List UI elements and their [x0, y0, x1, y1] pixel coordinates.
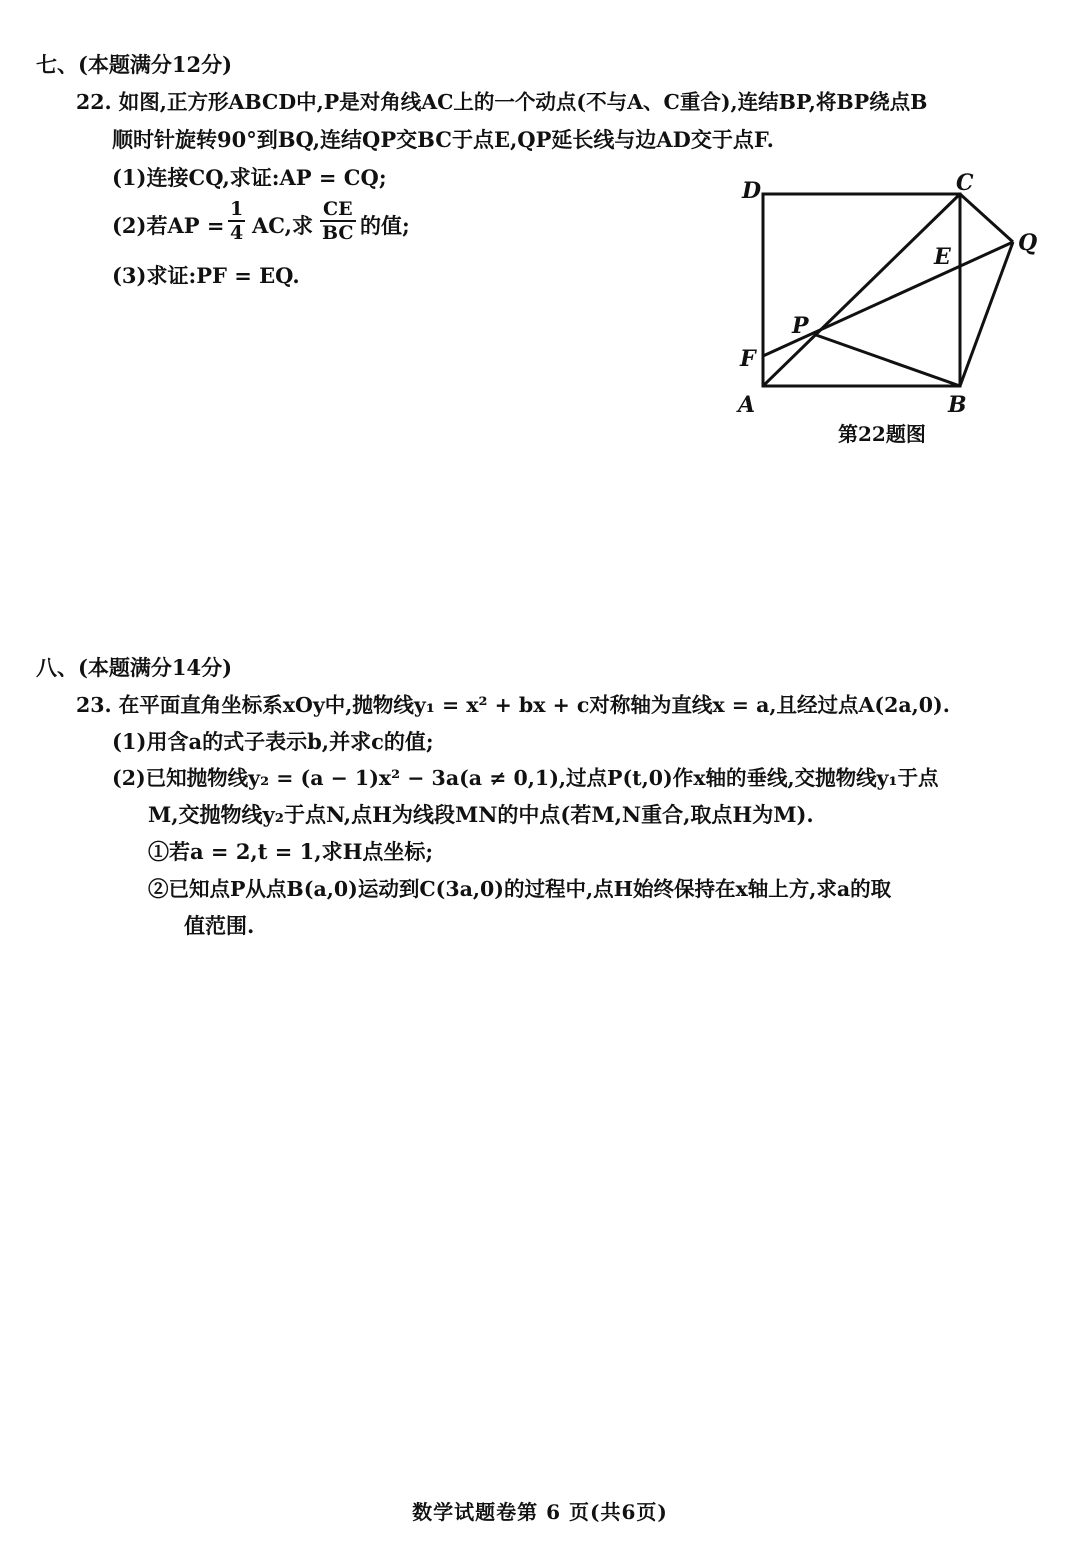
q23-part-2-line-1: (2)已知抛物线y₂ = (a − 1)x² − 3a(a ≠ 0,1),过点P(t,0)作x轴的垂线,交抛物线y₁于点 [112, 766, 939, 790]
diagonal-ac [763, 194, 960, 386]
figure-caption: 第22题图 [838, 422, 926, 446]
fraction-denominator: BC [322, 222, 354, 244]
q23-sub-2-line-1: ②已知点P从点B(a,0)运动到C(3a,0)的过程中,点H始终保持在x轴上方,求a的取 [148, 877, 892, 901]
label-p: P [792, 313, 809, 339]
label-q: Q [1018, 230, 1038, 256]
page-footer: 数学试题卷第 6 页(共6页) [412, 1500, 668, 1524]
q22-line-1: 22. 如图,正方形ABCD中,P是对角线AC上的一个动点(不与A、C重合),连结BP,将BP绕点B [76, 90, 928, 114]
label-b: B [948, 392, 967, 418]
segment-cq [960, 194, 1013, 242]
fraction-numerator: CE [320, 198, 356, 222]
label-d: D [742, 178, 762, 204]
q22-part-2-suffix: 的值; [360, 213, 410, 238]
fraction-denominator: 4 [230, 222, 244, 244]
q22-part-2-prefix: (2)若AP = [112, 213, 225, 238]
q23-part-2-line-2: M,交抛物线y₂于点N,点H为线段MN的中点(若M,N重合,取点H为M). [148, 802, 814, 827]
q22-part-3: (3)求证:PF = EQ. [112, 263, 300, 288]
fraction-numerator: 1 [230, 198, 244, 220]
q23-sub-1: ①若a = 2,t = 1,求H点坐标; [148, 839, 434, 864]
q22-part-1: (1)连接CQ,求证:AP = CQ; [112, 165, 387, 190]
q22-line-2: 顺时针旋转90°到BQ,连结QP交BC于点E,QP延长线与边AD交于点F. [112, 127, 774, 152]
q23-sub-2-line-2: 值范围. [184, 913, 255, 938]
segment-bp [816, 335, 960, 386]
label-e: E [934, 244, 951, 270]
label-a: A [738, 392, 756, 418]
q23-line-1: 23. 在平面直角坐标系xOy中,抛物线y₁ = x² + bx + c对称轴为直线x = a,且经过点A(2a,0). [76, 693, 950, 717]
section-heading-8: 八、(本题满分14分) [36, 655, 233, 680]
q23-part-1: (1)用含a的式子表示b,并求c的值; [112, 729, 434, 754]
section-heading-7: 七、(本题满分12分) [36, 52, 233, 77]
label-c: C [956, 170, 974, 196]
label-f: F [740, 346, 756, 372]
geometry-figure [0, 0, 1080, 460]
q22-part-2-mid: AC,求 [252, 213, 313, 238]
